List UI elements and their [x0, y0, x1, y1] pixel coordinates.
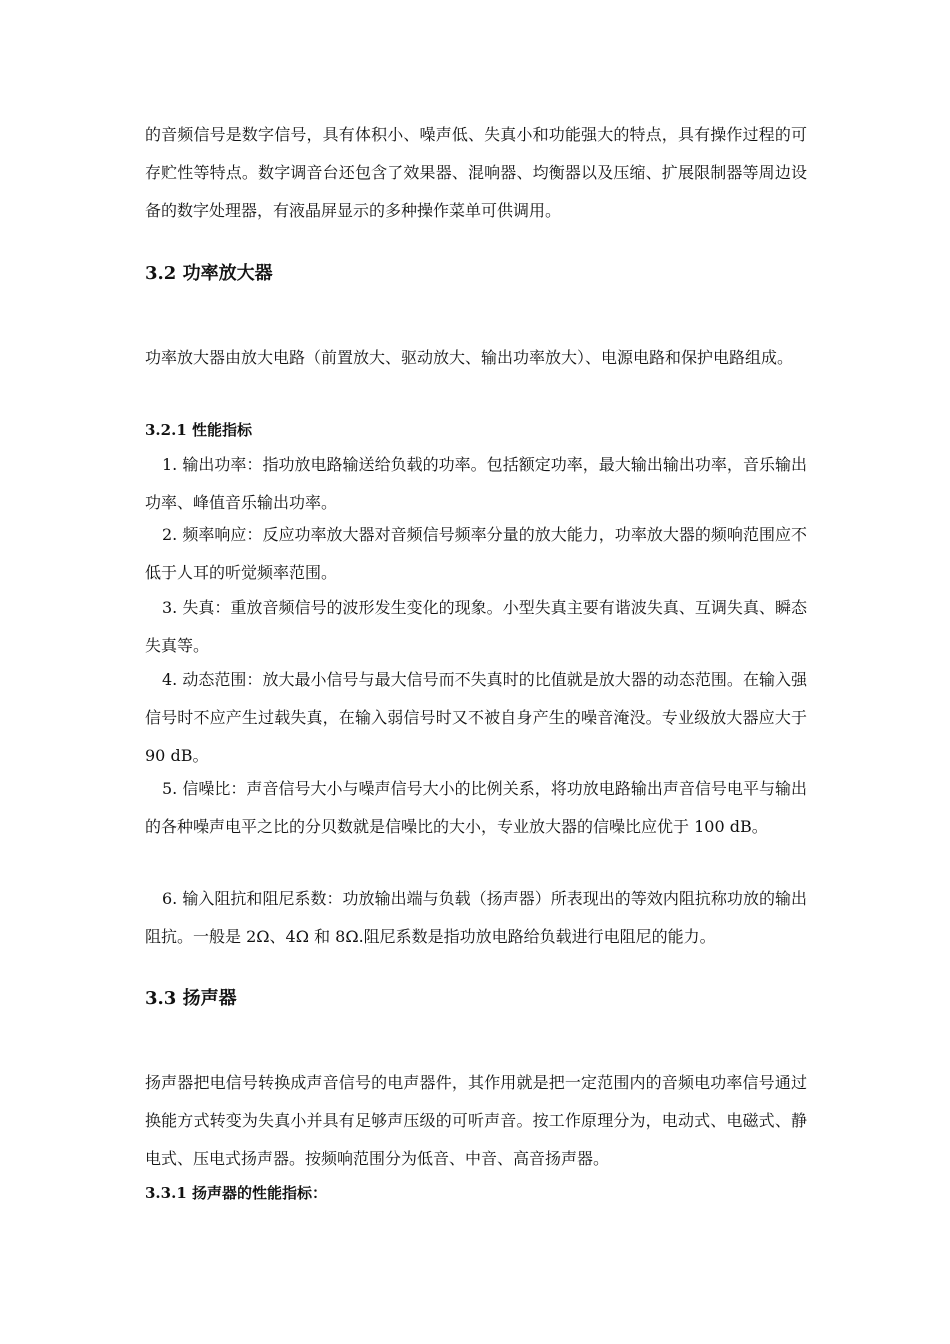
section-3-2-paragraph: 功率放大器由放大电路（前置放大、驱动放大、输出功率放大）、电源电路和保护电路组成。	[145, 348, 794, 367]
section-heading-3-3: 3.3 扬声器	[145, 988, 237, 1009]
performance-item-impedance: 6. 输入阻抗和阻尼系数：功放输出端与负载（扬声器）所表现出的等效内阻抗称功放的输出阻抗。一般是 2Ω、4Ω 和 8Ω.阻尼系数是指功放电路给负载进行电阻尼的能力。	[145, 889, 807, 946]
performance-item-dynamic-range: 4. 动态范围：放大最小信号与最大信号而不失真时的比值就是放大器的动态范围。在输入强信号时不应产生过载失真，在输入弱信号时又不被自身产生的噪音淹没。专业级放大器应大于 90 dB。	[145, 670, 807, 765]
subsection-heading-3-3-1: 3.3.1 扬声器的性能指标：	[145, 1184, 327, 1202]
section-heading-3-2: 3.2 功率放大器	[145, 263, 273, 284]
subsection-heading-3-2-1: 3.2.1 性能指标	[145, 421, 252, 439]
performance-item-snr: 5. 信噪比：声音信号大小与噪声信号大小的比例关系，将功放电路输出声音信号电平与输出的各种噪声电平之比的分贝数就是信噪比的大小，专业放大器的信噪比应优于 100 dB。	[145, 779, 807, 836]
performance-item-frequency-response: 2. 频率响应：反应功率放大器对音频信号频率分量的放大能力，功率放大器的频响范围应不低于人耳的听觉频率范围。	[145, 525, 807, 582]
section-3-3-paragraph: 扬声器把电信号转换成声音信号的电声器件，其作用就是把一定范围内的音频电功率信号通过换能方式转变为失真小并具有足够声压级的可听声音。按工作原理分为，电动式、电磁式、静电式、压电式扬声器。按频响范围分为低音、中音、高音扬声器。	[145, 1073, 807, 1168]
performance-item-output-power: 1. 输出功率：指功放电路输送给负载的功率。包括额定功率，最大输出输出功率，音乐输出功率、峰值音乐输出功率。	[145, 455, 807, 512]
performance-item-distortion: 3. 失真：重放音频信号的波形发生变化的现象。小型失真主要有谐波失真、互调失真、瞬态失真等。	[145, 598, 807, 655]
intro-paragraph: 的音频信号是数字信号，具有体积小、噪声低、失真小和功能强大的特点，具有操作过程的可存贮性等特点。数字调音台还包含了效果器、混响器、均衡器以及压缩、扩展限制器等周边设备的数字处理器，有液晶屏显示的多种操作菜单可供调用。	[145, 125, 807, 220]
